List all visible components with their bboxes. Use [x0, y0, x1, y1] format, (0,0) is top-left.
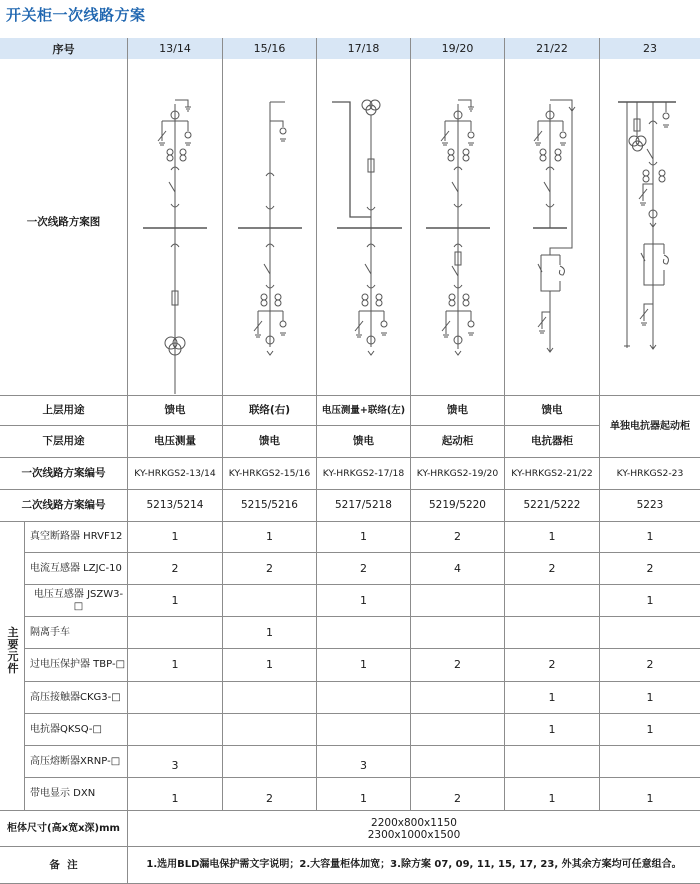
cabinet-size-label: 柜体尺寸(高x宽x深)mm [7, 822, 120, 834]
component-qty [128, 682, 222, 713]
component-qty: 2 [454, 658, 461, 672]
component-qty: 2 [171, 561, 179, 575]
component-qty: 2 [454, 791, 461, 805]
diagram-13-14-lines [143, 100, 207, 394]
component-qty [317, 682, 410, 713]
component-qty: 1 [266, 529, 273, 543]
grid-row-line [0, 457, 700, 458]
component-name: 高压接触器CKG3-□ [30, 691, 121, 703]
grid-row-line [0, 810, 700, 811]
diagram-15-16-lines [238, 102, 302, 355]
lower-use-21-22: 电抗器柜 [531, 435, 573, 448]
upper-use-15-16: 联络(右) [248, 404, 291, 417]
diagram-21-22-lines [533, 100, 575, 352]
circuit-diagram-17-18 [317, 59, 410, 395]
diagram-19-20-lines [426, 100, 490, 355]
circuit-diagram-19-20 [411, 59, 504, 395]
grid-row-line [24, 777, 700, 778]
header-col-2: 15/16 [223, 38, 316, 59]
upper-use-17-18: 电压测量+联络(左) [321, 404, 406, 416]
grid-row-line [24, 648, 700, 649]
component-qty: 2 [646, 658, 654, 672]
components-group-label [4, 627, 22, 675]
component-qty: 1 [266, 625, 273, 639]
page-title: 开关柜一次线路方案 [6, 6, 146, 24]
secondary-scheme-15-16: 5215/5216 [241, 499, 298, 512]
primary-scheme-15-16: KY-HRKGS2-15/16 [228, 467, 311, 479]
component-qty [223, 714, 316, 745]
primary-scheme-19-20: KY-HRKGS2-19/20 [416, 467, 499, 479]
component-qty [223, 585, 316, 616]
grid-col-line [24, 521, 25, 811]
grid-row-line [24, 552, 700, 553]
component-qty [411, 714, 504, 745]
component-name: 真空断路器 HRVF12 [30, 530, 123, 542]
grid-row-line [24, 584, 700, 585]
component-qty [600, 617, 700, 648]
grid-row-line [0, 489, 700, 490]
upper-use-13-14: 馈电 [164, 404, 186, 417]
circuit-diagram-15-16 [223, 59, 316, 395]
use-23-merged: 单独电抗器起动柜 [610, 420, 690, 432]
component-qty [223, 746, 316, 777]
diagram-23-lines [618, 102, 676, 349]
header-col-1: 13/14 [128, 38, 222, 59]
component-qty [128, 714, 222, 745]
component-qty: 3 [171, 758, 179, 772]
upper-use-19-20: 馈电 [447, 404, 468, 417]
component-qty [505, 746, 599, 777]
component-name: 隔离手车 [30, 626, 70, 638]
components-group-char-1: 主要元件 [7, 626, 19, 675]
secondary-scheme-17-18: 5217/5218 [335, 499, 392, 512]
component-qty: 2 [646, 561, 654, 575]
component-qty [317, 617, 410, 648]
component-qty: 1 [646, 722, 654, 736]
secondary-scheme-13-14: 5213/5214 [146, 499, 204, 512]
component-qty: 2 [454, 529, 461, 543]
primary-scheme-13-14: KY-HRKGS2-13/14 [134, 467, 216, 479]
diagram-row-label-text: 一次线路方案图 [26, 215, 101, 228]
primary-scheme-23: KY-HRKGS2-23 [616, 467, 684, 479]
component-qty [411, 585, 504, 616]
grid-row-line [24, 745, 700, 746]
component-qty [411, 682, 504, 713]
component-qty [317, 714, 410, 745]
component-qty [600, 746, 700, 777]
grid-row-line [0, 425, 599, 426]
component-qty: 1 [360, 791, 367, 805]
grid-row-line [24, 681, 700, 682]
cabinet-size-1: 2200x800x1150 [371, 816, 457, 829]
grid-row-line [0, 846, 700, 847]
component-qty: 1 [548, 690, 556, 704]
component-qty [128, 617, 222, 648]
secondary-scheme-19-20: 5219/5220 [429, 499, 486, 512]
component-qty [223, 682, 316, 713]
component-qty: 2 [548, 561, 556, 575]
header-label: 序号 [0, 38, 127, 59]
component-qty: 1 [646, 690, 654, 704]
component-qty: 2 [266, 561, 273, 575]
grid-row-line [0, 395, 700, 396]
header-col-6: 23 [600, 38, 700, 59]
component-qty: 1 [171, 791, 179, 805]
component-qty: 1 [548, 722, 556, 736]
remarks-label: 备 注 [49, 858, 78, 871]
lower-use-17-18: 馈电 [353, 435, 374, 448]
component-qty: 2 [360, 561, 367, 575]
component-qty [505, 585, 599, 616]
secondary-scheme-label: 二次线路方案编号 [21, 499, 106, 512]
upper-use-label: 上层用途 [42, 404, 85, 417]
component-qty: 1 [171, 593, 179, 607]
component-name: 过电压保护器 TBP-□ [30, 659, 126, 670]
component-name: 电抗器QKSQ-□ [30, 723, 102, 735]
circuit-diagram-13-14 [128, 59, 222, 395]
lower-use-13-14: 电压测量 [154, 435, 196, 448]
diagram-17-18-lines [332, 100, 402, 355]
secondary-scheme-21-22: 5221/5222 [523, 499, 581, 512]
grid-col-line [599, 38, 600, 811]
component-qty: 1 [266, 658, 273, 672]
circuit-diagram-21-22 [505, 59, 599, 395]
remarks-text: 1.选用BLD漏电保护需文字说明；2.大容量柜体加宽；3.除方案 07, 09, 11, 15, 17, 23, 外其余方案均可任意组合。 [146, 859, 682, 870]
lower-use-label: 下层用途 [42, 435, 85, 448]
component-qty: 3 [360, 758, 367, 772]
grid-row-line [24, 616, 700, 617]
primary-scheme-label: 一次线路方案编号 [21, 467, 106, 480]
grid-col-line [127, 810, 128, 884]
lower-use-19-20: 起动柜 [441, 435, 474, 448]
header-col-5: 21/22 [505, 38, 599, 59]
header-col-3: 17/18 [317, 38, 410, 59]
diagram-row-label [0, 59, 127, 395]
cabinet-size-2: 2300x1000x1500 [367, 828, 461, 841]
component-qty: 4 [454, 561, 461, 575]
component-qty: 1 [360, 658, 367, 672]
circuit-diagram-23 [600, 59, 700, 395]
lower-use-15-16: 馈电 [259, 435, 280, 448]
component-name: 电压互感器 JSZW3-□ [33, 588, 124, 612]
component-qty [411, 746, 504, 777]
primary-scheme-17-18: KY-HRKGS2-17/18 [322, 467, 405, 479]
secondary-scheme-23: 5223 [636, 499, 664, 512]
component-qty: 1 [171, 658, 179, 672]
component-qty: 1 [646, 791, 654, 805]
component-qty: 2 [548, 658, 556, 672]
component-qty: 1 [548, 529, 556, 543]
component-name: 高压熔断器XRNP-□ [30, 755, 121, 767]
component-qty: 2 [266, 791, 273, 805]
grid-row-line [24, 713, 700, 714]
component-qty: 1 [360, 593, 367, 607]
component-qty: 1 [646, 593, 654, 607]
component-qty: 1 [360, 529, 367, 543]
header-col-4: 19/20 [411, 38, 504, 59]
cabinet-size-values [128, 811, 700, 846]
component-name: 电流互感器 LZJC-10 [30, 562, 122, 574]
primary-scheme-21-22: KY-HRKGS2-21/22 [511, 467, 593, 479]
component-qty: 1 [646, 529, 654, 543]
component-name: 带电显示 DXN [30, 788, 96, 799]
upper-use-21-22: 馈电 [541, 404, 563, 417]
component-qty: 1 [171, 529, 179, 543]
component-qty [505, 617, 599, 648]
grid-row-line [0, 521, 700, 522]
component-qty [411, 617, 504, 648]
component-qty: 1 [548, 791, 556, 805]
